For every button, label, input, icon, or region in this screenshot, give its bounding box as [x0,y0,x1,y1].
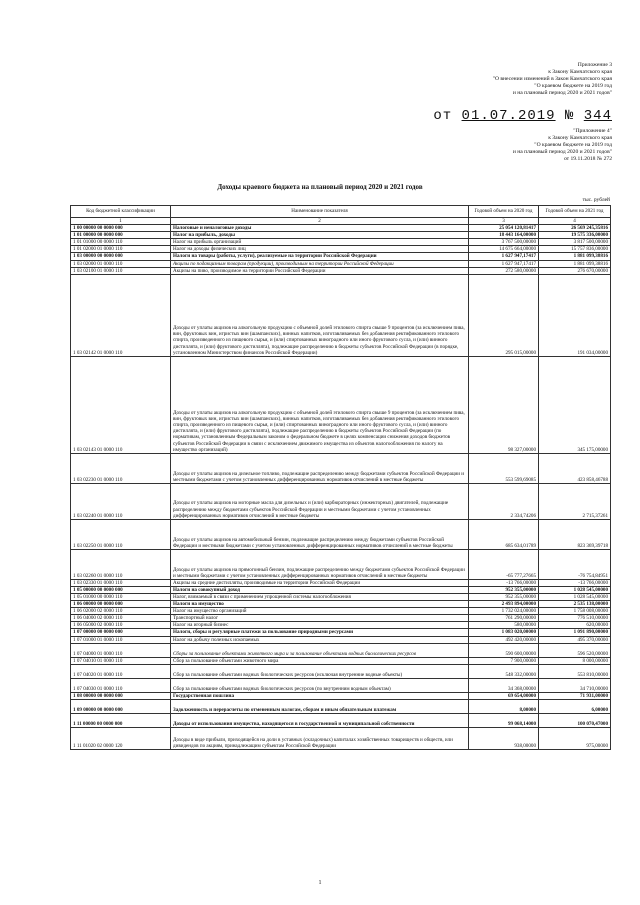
row-value-2020: 685 634,01789 [469,519,539,549]
column-number: 3 [469,218,539,225]
row-value-2021: 1 028 545,00000 [539,586,611,593]
row-name: Налоги, сборы и регулярные платежи за пользование природными ресурсами [171,629,469,636]
table-row [71,253,611,260]
row-value-2021: 26 569 245,35816 [539,225,611,232]
row-value-2021: 776 510,00000 [539,615,611,622]
row-code: 1 09 00000 00 0000 000 [71,699,171,713]
row-code: 1 11 00000 00 0000 000 [71,713,171,727]
row-name: Доходы от использования имущества, находящегося в государственной и муниципальной собственности [171,713,469,727]
row-value-2020: 7 900,00000 [469,657,539,664]
table-row [71,657,611,664]
column-header-2021: Годовой объем на 2021 год [539,206,611,218]
table-row [71,586,611,593]
row-code: 1 03 02142 01 0000 110 [71,274,171,356]
table-row [71,678,611,692]
row-value-2020: 272 580,00000 [469,267,539,274]
row-code: 1 06 05000 02 0000 110 [71,622,171,629]
date-value: 01.07.2019 [461,108,556,124]
row-value-2020: 952 355,00000 [469,586,539,593]
row-value-2020: 553 599,69085 [469,453,539,483]
row-name: Акцизы на пиво, производимое на территории Российской Федерации [171,267,469,274]
row-code: 1 03 02240 01 0000 110 [71,483,171,519]
row-name: Налог на доходы физических лиц [171,246,469,253]
row-code: 1 03 02250 01 0000 110 [71,519,171,549]
row-code: 1 05 01000 00 0000 110 [71,593,171,600]
row-value-2021: 1 028 545,00000 [539,593,611,600]
row-value-2021: 19 575 336,00000 [539,232,611,239]
table-row [71,699,611,713]
row-name: Акцизы по подакцизным товарам (продукции), производимым на территории Российской Федерации [171,260,469,267]
row-value-2021: 495 370,00000 [539,636,611,643]
units-label: тыс. рублей [582,197,610,203]
table-row [71,593,611,600]
row-code: 1 07 01000 01 0000 110 [71,636,171,643]
row-value-2020: 952 355,00000 [469,593,539,600]
row-value-2020: 590 600,00000 [469,643,539,657]
header-line: "О внесении изменений в Закон Камчатского края [492,76,612,82]
row-code: 1 03 02330 01 0000 110 [71,579,171,586]
row-name: Доходы от уплаты акцизов на алкогольную продукцию с объемной долей этилового спирта свыше 9 процентов (за исключением пива, вин, фруктовых вин, игристых вин (шампанских), винных напитков, изготавливаемых без добавления ректификованного этилового спирта, произведенного из пищевого сырья, и (или) спиртованных виноградного или иного фруктового сусла, и (или) винного дистиллята, и (или) фруктового дистиллята), подлежащие распределению в бюджеты субъектов Российской Федерации (в порядке, установленном Министерством финансов Российской Федерации) [171,274,469,356]
row-code: 1 06 04000 02 0000 110 [71,615,171,622]
row-value-2021: -13 766,00000 [539,579,611,586]
row-value-2021: 34 710,00000 [539,678,611,692]
row-name: Доходы от уплаты акцизов на автомобильный бензин, подлежащие распределению между бюджетами субъектов Российской Федерации и местными бюджетами с учетом установленных дифференцированных нормативов отчислений в местные бюджеты [171,519,469,549]
header-top [493,62,612,97]
table-row [71,274,611,356]
date-prefix: от [433,108,453,124]
row-code: 1 03 02143 01 0000 110 [71,356,171,453]
row-value-2020: 14 675 664,00000 [469,246,539,253]
row-value-2020: 1 627 947,17417 [469,253,539,260]
row-value-2021: 15 757 836,00000 [539,246,611,253]
row-name: Доходы от уплаты акцизов на прямогонный бензин, подлежащие распределению между бюджетами субъектов Российской Федерации и местными бюджетами с учетом установленных дифференцированных нормативов отчислений в местные бюджеты [171,549,469,579]
row-code: 1 01 01000 00 0000 110 [71,239,171,246]
row-name: Доходы в виде прибыли, приходящейся на доли в уставных (складочных) капиталах хозяйственных товариществ и обществ, или дивидендов по акциям, принадлежащим субъектам Российской Федерации [171,727,469,749]
row-name: Налоговые и неналоговые доходы [171,225,469,232]
row-value-2021: 1 881 099,38816 [539,260,611,267]
column-header-name: Наименование показателя [171,206,469,218]
row-value-2021: 975,00000 [539,727,611,749]
row-code: 1 03 00000 00 0000 000 [71,253,171,260]
row-code: 1 07 04000 01 0000 110 [71,643,171,657]
revenue-table [70,205,611,750]
page-number: 1 [318,880,322,886]
row-name: Сборы за пользование объектами животного мира и за пользование объектами водных биологических ресурсов [171,643,469,657]
row-value-2021: 1 758 008,00000 [539,608,611,615]
document-title: Доходы краевого бюджета на плановый период 2020 и 2021 годов [217,183,423,191]
row-value-2021: 1 091 890,00000 [539,629,611,636]
row-name: Доходы от уплаты акцизов на алкогольную продукцию с объемной долей этилового спирта свыше 9 процентов (за исключением пива, вин, фруктовых вин, игристых вин (шампанских), винных напитков, изготавливаемых без добавления ректификованного этилового спирта, произведенного из пищевого сырья, и (или) спиртованных виноградного или иного фруктового сусла, и (или) винного дистиллята, и (или) фруктового дистиллята), подлежащие распределению в бюджеты субъектов Российской Федерации (по нормативам, установленным Федеральным законом о федеральном бюджете в целях компенсации снижения доходов бюджетов субъектов Российской Федерации в связи с исключением движимого имущества из объектов налогообложения по налогу на имущество организаций) [171,356,469,453]
header-line: к Закону Камчатского края [548,135,612,141]
row-code: 1 07 00000 00 0000 000 [71,629,171,636]
row-value-2021: 3 817 500,00000 [539,239,611,246]
row-value-2020: 938,00000 [469,727,539,749]
row-value-2020: 580,00000 [469,622,539,629]
table-row [71,519,611,549]
row-code: 1 01 00000 00 0000 000 [71,232,171,239]
row-name: Налоги на товары (работы, услуги), реализуемые на территории Российской Федерации [171,253,469,260]
table-row [71,579,611,586]
row-value-2020: -13 766,00000 [469,579,539,586]
row-value-2021: 191 034,00000 [539,274,611,356]
row-code: 1 07 04010 01 0000 110 [71,657,171,664]
row-value-2021: 823 369,39718 [539,519,611,549]
header-line: и на плановый период 2020 и 2021 годов" [512,90,612,96]
row-code: 1 03 02260 01 0000 110 [71,549,171,579]
row-value-2020: 3 767 500,00000 [469,239,539,246]
document-number: 344 [583,108,612,124]
number-sign: № [564,108,575,124]
row-name: Сбор за пользование объектами животного мира [171,657,469,664]
row-value-2021: 100 070,47000 [539,713,611,727]
table-row [71,615,611,622]
row-value-2021: 2 535 138,00000 [539,601,611,608]
row-value-2020: 295 015,00000 [469,274,539,356]
row-value-2020: 2 493 894,00000 [469,601,539,608]
row-name: Налог, взимаемый в связи с применением упрощенной системы налогообложения [171,593,469,600]
table-row [71,692,611,699]
row-value-2020: 492 420,00000 [469,636,539,643]
row-code: 1 00 00000 00 0000 000 [71,225,171,232]
header-line: к Закону Камчатского края [548,69,612,75]
row-name: Акцизы на средние дистилляты, производимые на территории Российской Федерации [171,579,469,586]
row-value-2021: 1 881 099,38816 [539,253,611,260]
row-code: 1 11 01020 02 0000 120 [71,727,171,749]
row-value-2020: 2 334,74206 [469,483,539,519]
row-code: 1 05 00000 00 0000 000 [71,586,171,593]
row-value-2021: 71 931,00000 [539,692,611,699]
header-reference [513,128,612,163]
row-value-2021: 620,00000 [539,622,611,629]
table-row [71,727,611,749]
table-row [71,608,611,615]
row-value-2020: 548 332,00000 [469,664,539,678]
row-value-2020: 99 068,14000 [469,713,539,727]
date-line [433,108,612,124]
row-name: Налог на имущество организаций [171,608,469,615]
table-row [71,225,611,232]
table-row [71,664,611,678]
table-row [71,629,611,636]
row-code: 1 07 04030 01 0000 110 [71,678,171,692]
table-row [71,483,611,519]
header-line: "О краевом бюджете на 2019 год [534,83,612,89]
row-name: Налог на игорный бизнес [171,622,469,629]
header-line: и на плановый период 2020 и 2021 годов" [512,149,612,155]
row-value-2021: 276 670,00000 [539,267,611,274]
column-number: 1 [71,218,171,225]
row-value-2020: 34 368,00000 [469,678,539,692]
row-value-2021: 345 175,00000 [539,356,611,453]
header-line: "Приложение 4" [573,128,612,134]
row-code: 1 03 02230 01 0000 110 [71,453,171,483]
row-code: 1 08 00000 00 0000 000 [71,692,171,699]
row-name: Доходы от уплаты акцизов на моторные масла для дизельных и (или) карбюраторных (инжекторных) двигателей, подлежащие распределению между бюджетами субъектов Российской Федерации и местными бюджетами с учетом установленных дифференцированных нормативов отчислений в местные бюджеты [171,483,469,519]
row-name: Сбор за пользование объектами водных биологических ресурсов (исключая внутренние водные объекты) [171,664,469,678]
header-line: Приложение 3 [577,62,612,68]
column-header-code: Код бюджетной классификации [71,206,171,218]
row-name: Сбор за пользование объектами водных биологических ресурсов (по внутренним водным объектам) [171,678,469,692]
table-row [71,549,611,579]
table-row [71,713,611,727]
row-name: Доходы от уплаты акцизов на дизельное топливо, подлежащие распределению между бюджетами субъектов Российской Федерации и местными бюджетами с учетом установленных дифференцированных нормативов отчислений в местные бюджеты [171,453,469,483]
row-code: 1 01 02000 01 0000 110 [71,246,171,253]
row-value-2020: 25 054 120,81417 [469,225,539,232]
row-value-2021: 6,00000 [539,699,611,713]
table-row [71,232,611,239]
row-name: Задолженность и перерасчеты по отмененным налогам, сборам и иным обязательным платежам [171,699,469,713]
row-value-2020: 1 732 024,00000 [469,608,539,615]
row-value-2020: -65 777,27665 [469,549,539,579]
row-value-2020: 1 627 947,17417 [469,260,539,267]
row-value-2021: -76 754,84951 [539,549,611,579]
row-value-2020: 761 290,00000 [469,615,539,622]
row-name: Государственная пошлина [171,692,469,699]
row-value-2021: 553 810,00000 [539,664,611,678]
row-name: Налог на прибыль, доходы [171,232,469,239]
row-value-2020: 98 327,00000 [469,356,539,453]
row-code: 1 06 00000 00 0000 000 [71,601,171,608]
row-name: Налоги на совокупный доход [171,586,469,593]
row-name: Налоги на имущество [171,601,469,608]
column-number: 2 [171,218,469,225]
row-code: 1 07 04020 01 0000 110 [71,664,171,678]
table-row [71,267,611,274]
row-value-2021: 596 520,00000 [539,643,611,657]
table-row [71,453,611,483]
table-row [71,246,611,253]
row-value-2021: 8 000,00000 [539,657,611,664]
header-line: "О краевом бюджете на 2019 год [534,142,612,148]
row-name: Транспортный налог [171,615,469,622]
table-row [71,356,611,453]
table-row [71,239,611,246]
row-value-2020: 1 083 020,00000 [469,629,539,636]
table-row [71,601,611,608]
row-code: 1 03 02000 01 0000 110 [71,260,171,267]
row-value-2020: 8,00000 [469,699,539,713]
row-name: Налог на добычу полезных ископаемых [171,636,469,643]
table-row [71,643,611,657]
row-value-2021: 2 715,37261 [539,483,611,519]
header-line: от 19.11.2018 № 272 [563,156,612,162]
column-number: 4 [539,218,611,225]
table-row [71,260,611,267]
row-value-2020: 69 654,00000 [469,692,539,699]
row-value-2020: 18 443 164,00000 [469,232,539,239]
table-row [71,622,611,629]
row-code: 1 03 02100 01 0000 110 [71,267,171,274]
column-header-2020: Годовой объем на 2020 год [469,206,539,218]
table-row [71,636,611,643]
row-value-2021: 423 858,46788 [539,453,611,483]
row-name: Налог на прибыль организаций [171,239,469,246]
row-code: 1 06 02000 02 0000 110 [71,608,171,615]
